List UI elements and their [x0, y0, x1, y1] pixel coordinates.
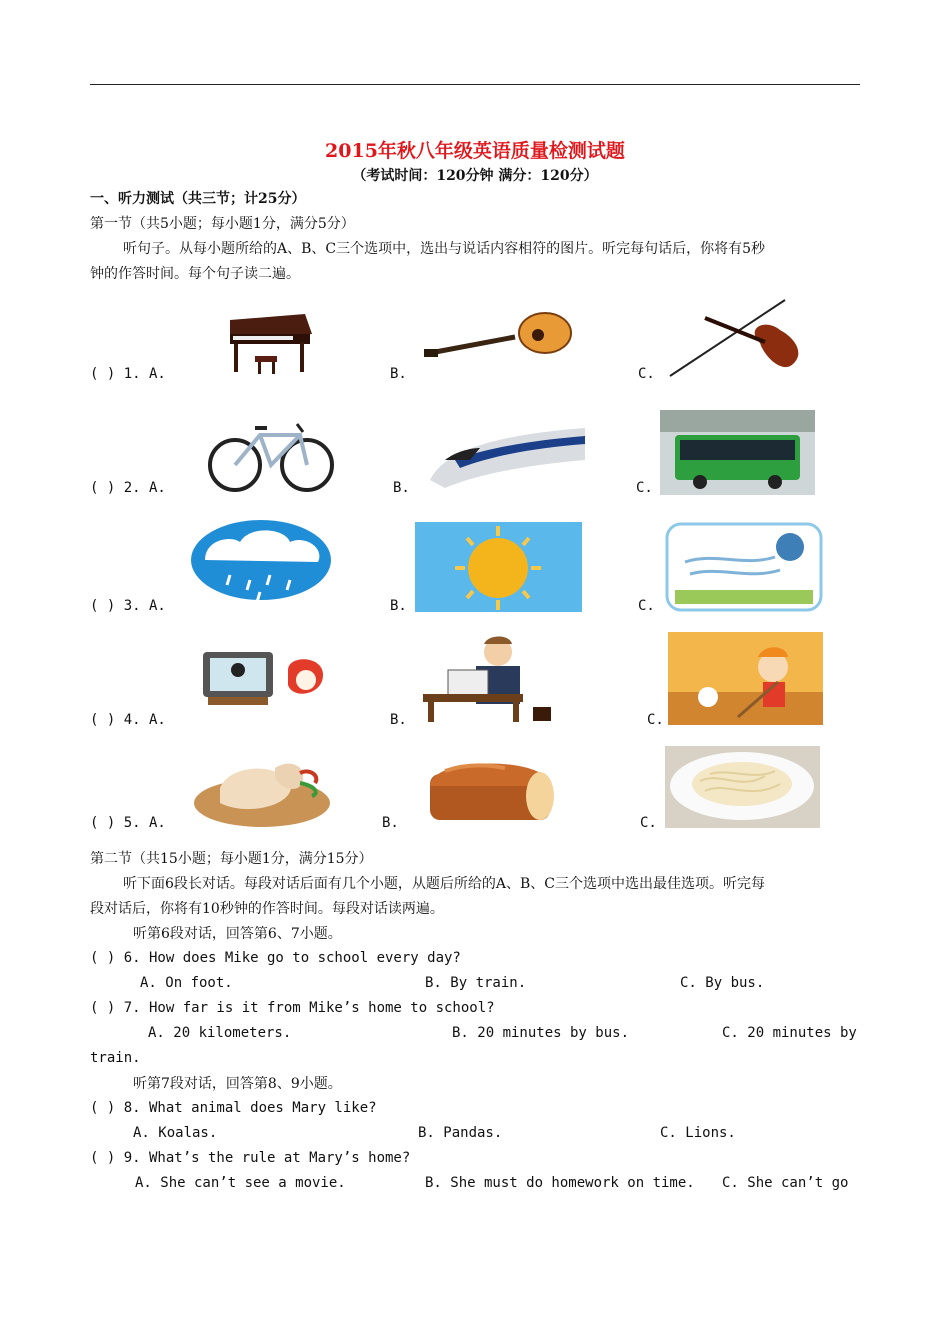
q9-stem: ( ) 9. What’s the rule at Mary’s home?	[90, 1150, 411, 1166]
sun-icon	[415, 522, 582, 612]
q3-option-b: B.	[390, 598, 407, 614]
part2-instruction-1: 听下面6段长对话。每段对话后面有几个小题，从题后所给的A、B、C三个选项中选出最佳选项。听完每	[123, 876, 766, 892]
q8-option-c: C. Lions.	[660, 1125, 736, 1141]
q3-option-c: C.	[638, 598, 655, 614]
q9-option-c: C. She can’t go	[722, 1175, 849, 1191]
q8-option-b: B. Pandas.	[418, 1125, 503, 1141]
high-speed-train-icon	[425, 420, 585, 495]
mopping-floor-icon	[668, 632, 823, 725]
q1-option-c: C.	[638, 366, 655, 382]
part1-instruction-1: 听句子。从每小题所给的A、B、C三个选项中，选出与说话内容相符的图片。听完每句话后，你将有5秒	[123, 241, 766, 257]
rain-cloud-icon	[190, 520, 332, 612]
q6-option-b: B. By train.	[425, 975, 527, 991]
watching-tv-icon	[198, 640, 333, 725]
noodles-icon	[665, 746, 820, 828]
q1-option-b: B.	[390, 366, 407, 382]
reading-newspaper-icon	[418, 632, 556, 725]
q6-option-a: A. On foot.	[140, 975, 233, 991]
q7-option-a: A. 20 kilometers.	[148, 1025, 292, 1041]
guitar-icon	[420, 305, 580, 380]
q7-option-c-continued: train.	[90, 1050, 141, 1066]
q2-prefix: ( ) 2. A.	[90, 480, 166, 496]
q5-option-c: C.	[640, 815, 657, 831]
bus-icon	[660, 410, 815, 495]
q8-stem: ( ) 8. What animal does Mary like?	[90, 1100, 377, 1116]
piano-icon	[200, 300, 335, 380]
q7-option-c: C. 20 minutes by	[722, 1025, 857, 1041]
q8-option-a: A. Koalas.	[133, 1125, 218, 1141]
section-heading: 一、听力测试（共三节；计25分）	[90, 191, 306, 207]
part1-heading: 第一节（共5小题；每小题1分，满分5分）	[90, 216, 355, 232]
q4-option-b: B.	[390, 712, 407, 728]
q9-option-b: B. She must do homework on time.	[425, 1175, 695, 1191]
part2-instruction-2: 段对话后，你将有10秒钟的作答时间。每段对话读两遍。	[90, 901, 444, 917]
dialog-7-heading: 听第7段对话，回答第8、9小题。	[133, 1076, 342, 1092]
dialog-6-heading: 听第6段对话，回答第6、7小题。	[133, 926, 342, 942]
header-rule	[90, 84, 860, 85]
q4-prefix: ( ) 4. A.	[90, 712, 166, 728]
q5-prefix: ( ) 5. A.	[90, 815, 166, 831]
part1-instruction-2: 钟的作答时间。每个句子读二遍。	[90, 266, 300, 282]
q3-prefix: ( ) 3. A.	[90, 598, 166, 614]
q7-option-b: B. 20 minutes by bus.	[452, 1025, 630, 1041]
q7-stem: ( ) 7. How far is it from Mike’s home to school?	[90, 1000, 495, 1016]
q9-option-a: A. She can’t see a movie.	[135, 1175, 346, 1191]
q6-option-c: C. By bus.	[680, 975, 765, 991]
q1-prefix: ( ) 1. A.	[90, 366, 166, 382]
exam-subtitle: （考试时间：120分钟 满分：120分）	[352, 168, 598, 184]
wind-icon	[665, 522, 823, 612]
q2-option-c: C.	[636, 480, 653, 496]
q6-stem: ( ) 6. How does Mike go to school every day?	[90, 950, 461, 966]
part2-heading: 第二节（共15小题；每小题1分，满分15分）	[90, 851, 373, 867]
exam-title: 2015年秋八年级英语质量检测试题	[325, 140, 625, 162]
q4-option-c: C.	[647, 712, 664, 728]
bicycle-icon	[205, 410, 337, 495]
chicken-icon	[190, 748, 335, 830]
bread-icon	[415, 746, 565, 828]
violin-icon	[665, 298, 815, 380]
q2-option-b: B.	[393, 480, 410, 496]
q5-option-b: B.	[382, 815, 399, 831]
